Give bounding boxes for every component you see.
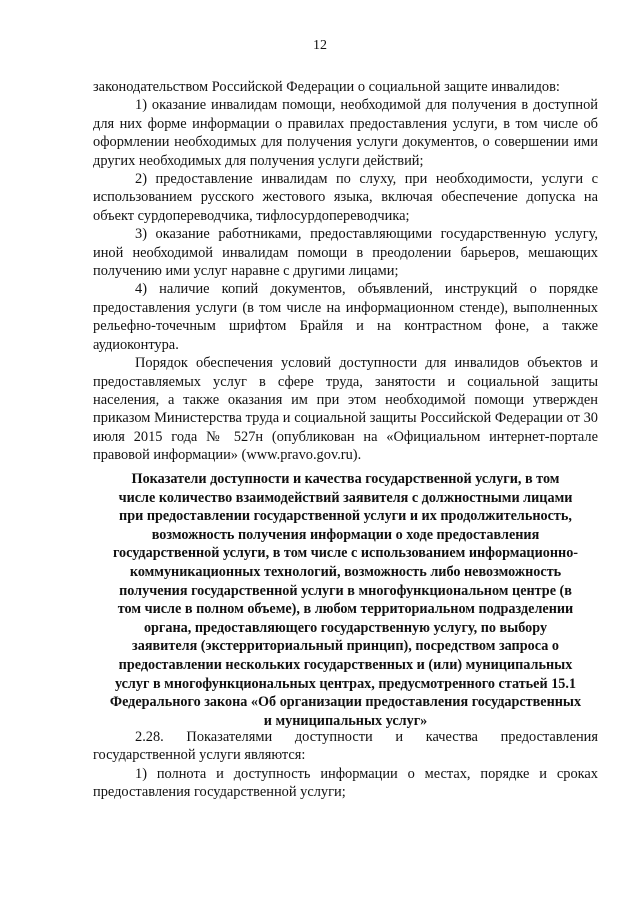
heading-line: числе количество взаимодействий заявителя с должностными лицами: [118, 489, 573, 506]
heading-line: возможность получения информации о ходе предоставления: [151, 526, 540, 543]
heading-line: Показатели доступности и качества государственной услуги, в том: [131, 471, 560, 487]
heading-line: услуг в многофункциональных центрах, предусмотренного статьей 15.1: [114, 675, 577, 692]
paragraph-item-3: 3) оказание работниками, предоставляющими государственную услугу, иной необходимой инвалидам помощи в преодолении барьеров, мешающих получению ими услуг наравне с другими лицами;: [93, 226, 598, 280]
heading-line: органа, предоставляющего государственную услугу, по выбору: [143, 619, 548, 636]
paragraph-accessibility-order: Порядок обеспечения условий доступности для инвалидов объектов и предоставляемых услуг в сфере труда, занятости и социальной защиты населения, а также оказания им при этом необходимой помощи утвержден приказом Министерства труда и социальной защиты Российской Федерации от 30 июля 2015 года № 527н (опубликован на «Официальном интернет-портале правовой информации» (www.pravo.gov.ru).: [93, 355, 598, 464]
heading-line: получения государственной услуги в многофункциональном центре (в: [119, 582, 572, 599]
paragraph-item-2: 2) предоставление инвалидам по слуху, при необходимости, услуги с использованием русского жестового языка, включая обеспечение допуска на объект сурдопереводчика, тифлосурдопереводчика;: [93, 171, 598, 224]
paragraph-item-1: 1) оказание инвалидам помощи, необходимой для получения в доступной для них форме информации о правилах предоставления услуги, в том числе об оформлении необходимых для получения услуги документов, о совершении ими других необходимых для получения услуги действий;: [93, 97, 598, 169]
text-block-accessibility-requirements: [93, 78, 598, 465]
heading-line: при предоставлении государственной услуги и их продолжительность,: [119, 508, 572, 525]
heading-line: том числе в полном объеме), в любом территориальном подразделении: [117, 601, 574, 618]
heading-line: и муниципальных услуг»: [263, 712, 428, 729]
heading-line: заявителя (экстерриториальный принцип), посредством запроса о: [132, 638, 559, 655]
paragraph-indicator-1: 1) полнота и доступность информации о местах, порядке и сроках предоставления государственной услуги;: [93, 765, 598, 801]
section-heading: [93, 470, 598, 730]
page-number: 12: [313, 38, 327, 53]
paragraph-clause-2-28: 2.28. Показателями доступности и качества предоставления государственной услуги являются:: [93, 729, 598, 764]
heading-line: Федерального закона «Об организации предоставления государственных: [109, 694, 582, 711]
heading-line: предоставлении нескольких государственных и (или) муниципальных: [118, 656, 573, 673]
text-block-quality-indicators: [93, 728, 598, 802]
heading-line: государственной услуги, в том числе с использованием информационно-: [112, 545, 579, 562]
paragraph-item-4: 4) наличие копий документов, объявлений, инструкций о порядке предоставления услуги (в том числе на информационном стенде), выполненных рельефно-точечным шрифтом Брайля и на контрастном фоне, а также аудиоконтура.: [93, 281, 598, 353]
heading-line: коммуникационных технологий, возможность либо невозможность: [129, 563, 562, 580]
paragraph-continuation: законодательством Российской Федерации о социальной защите инвалидов:: [93, 79, 560, 95]
